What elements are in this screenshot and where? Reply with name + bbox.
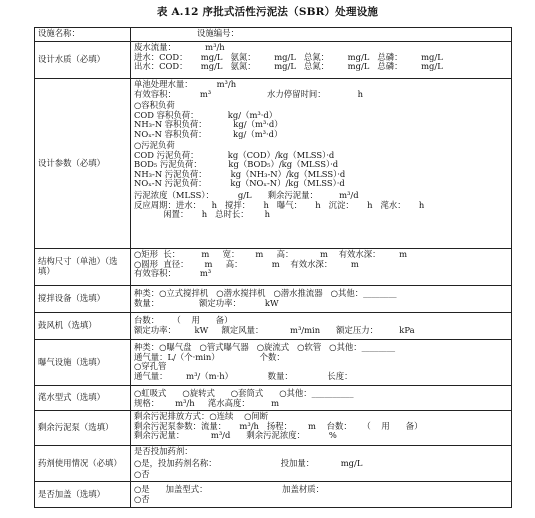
section-label: 是否加盖（选填）	[35, 482, 131, 508]
section-label: 药剂使用情况（必填）	[35, 446, 131, 482]
field-line: 出水：COD： mg/L 氨氮： mg/L 总氮： mg/L 总磷： mg/L	[134, 61, 443, 72]
sbr-facility-table	[34, 27, 512, 508]
mixer-equipment-row	[35, 286, 512, 313]
section-content	[131, 482, 512, 508]
section-label: 结构尺寸（单池）（选填）	[35, 249, 131, 286]
field-line: 有效容积： m³	[134, 268, 212, 279]
field-line: COD 污泥负荷： kg（COD）/kg（MLSS）·d	[134, 149, 335, 160]
option-line: ○容积负荷	[134, 100, 175, 111]
table-title: 表 A.12 序批式活性污泥法（SBR）处理设施	[156, 6, 379, 18]
design-water-quality-row	[35, 42, 512, 79]
field-line: NOₓ-N 容积负荷： kg/（m³·d）	[134, 128, 283, 139]
section-content	[131, 313, 512, 340]
facility-code-label: 设施编号：	[197, 28, 239, 38]
chemical-usage-row	[35, 446, 512, 482]
field-line: 单池处理水量： m³/h	[134, 79, 237, 89]
field-line: 闲置： h 总时长： h	[134, 209, 270, 220]
cover-row	[35, 482, 512, 508]
design-parameters-row	[35, 79, 512, 249]
option-line: ○穿孔管	[134, 361, 167, 372]
field-line: 剩余污泥量： m³/d 剩余污泥浓度： %	[134, 430, 337, 441]
section-label: 滗水型式（选填）	[35, 386, 131, 411]
section-label: 鼓风机（选填）	[35, 313, 131, 340]
section-label: 曝气设施（选填）	[35, 340, 131, 386]
section-content	[131, 249, 512, 286]
field-line: ○圆形 直径： m 高： m 有效水深： m	[134, 258, 359, 269]
field-line: 规格： m³/h 滗水高度： m	[134, 397, 280, 408]
field-line: 种类：○立式搅拌机 ○潜水搅拌机 ○潜水推流器 ○其他：________	[134, 288, 397, 298]
field-line: NOₓ-N 污泥负荷： kg（NOₓ-N）/kg（MLSS）·d	[134, 178, 345, 189]
field-line: ○虹吸式 ○旋转式 ○套筒式 ○其他：__________	[134, 388, 354, 398]
field-line: 有效容积： m³ 水力停留时间： h	[134, 88, 364, 99]
blower-row	[35, 313, 512, 340]
section-content	[131, 386, 512, 411]
excess-sludge-pump-row	[35, 411, 512, 446]
field-line: 进水：COD： mg/L 氨氮： mg/L 总氮： mg/L 总磷： mg/L	[134, 51, 443, 62]
field-line: 种类：○曝气盘 ○管式曝气器 ○旋流式 ○软管 ○其他：________	[134, 342, 396, 352]
field-line: 反应周期：进水： h 搅拌： h 曝气： h 沉淀： h 滗水： h	[134, 199, 425, 210]
field-line: 是否投加药剂：	[134, 446, 193, 456]
field-line: 污泥浓度（MLSS）： g/L 剩余污泥量： m³/d	[134, 190, 359, 201]
section-content	[131, 286, 512, 313]
option-line: ○否	[134, 469, 150, 480]
aeration-facility-row	[35, 340, 512, 386]
decanter-type-row	[35, 386, 512, 411]
section-content	[131, 79, 512, 249]
field-line: 数量： 额定功率： kW	[134, 297, 279, 308]
field-line: 台数： （ 用 备）	[134, 315, 233, 325]
section-label: 剩余污泥泵（选填）	[35, 411, 131, 446]
option-line: ○否	[134, 493, 150, 504]
facility-name-cell	[35, 28, 131, 42]
field-line: NH₃-N 污泥负荷： kg（NH₃-N）/kg（MLSS）·d	[134, 168, 346, 179]
section-label: 设计参数（必填）	[35, 79, 131, 249]
field-line: NH₃-N 容积负荷： kg/（m³·d）	[134, 119, 283, 130]
field-line: COD 容积负荷： kg/（m³·d）	[134, 109, 278, 120]
field-line: BOD₅ 污泥负荷： kg（BOD₅）/kg（MLSS）·d	[134, 159, 339, 170]
field-line: 剩余污泥排放方式：○连续 ○间断	[134, 411, 269, 421]
field-line: ○矩形 长： m 宽： m 高： m 有效水深： m	[134, 249, 408, 259]
header-row	[35, 28, 512, 42]
section-content	[131, 340, 512, 386]
option-line: ○是，投加药剂名称： 投加量： mg/L	[134, 457, 363, 468]
facility-name-label: 设施名称：	[38, 28, 80, 38]
field-line: 废水流量： m³/h	[134, 42, 225, 52]
structure-size-row	[35, 249, 512, 286]
field-line: 通气量：L/（个·min） 个数：	[134, 351, 285, 362]
option-line: ○是 加盖型式： 加盖材质：	[134, 484, 324, 494]
section-content	[131, 42, 512, 79]
section-content	[131, 411, 512, 446]
section-label: 搅拌设备（选填）	[35, 286, 131, 313]
facility-code-cell	[131, 28, 512, 42]
field-line: 通气量： m³/（m·h） 数量： 长度：	[134, 370, 353, 381]
section-content	[131, 446, 512, 482]
field-line: 剩余污泥泵参数：流量： m³/h 扬程： m 台数： （ 用 备）	[134, 420, 423, 431]
field-line: 额定功率： kW 额定风量： m³/min 额定压力： kPa	[134, 324, 415, 335]
option-line: ○污泥负荷	[134, 140, 175, 151]
section-label: 设计水质（必填）	[35, 42, 131, 79]
